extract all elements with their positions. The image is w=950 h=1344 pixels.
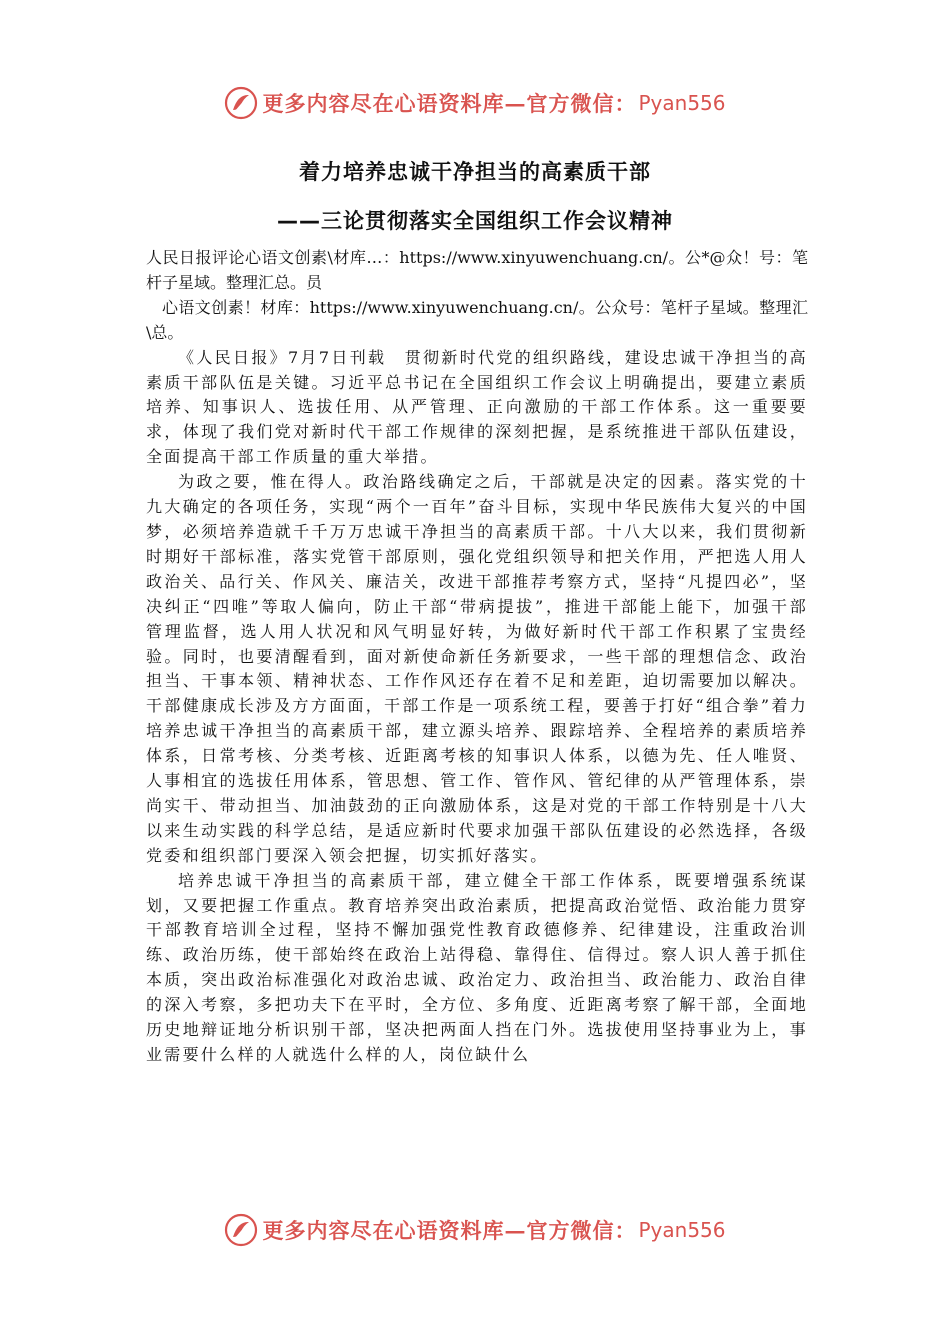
- page-title: 着力培养忠诚干净担当的高素质干部: [299, 160, 651, 184]
- logo-icon: [224, 1213, 258, 1247]
- logo-icon: [224, 86, 258, 120]
- banner-wechat-id: Pyan556: [638, 91, 726, 115]
- banner-wechat-id: Pyan556: [638, 1218, 726, 1242]
- page-subtitle: ——三论贯彻落实全国组织工作会议精神: [277, 209, 673, 233]
- paragraph-3: 培养忠诚干净担当的高素质干部，建立健全干部工作体系，既要增强系统谋划，又要把握工作重点。教育培养突出政治素质，把提高政治觉悟、政治能力贯穿干部教育培训全过程，坚持不懈加强党性教育政德修养、纪律建设，注重政治训练、政治历练，使干部始终在政治上站得稳、靠得住、信得过。察人识人善于抓住本质，突出政治标准强化对政治忠诚、政治定力、政治担当、政治能力、政治自律的深入考察，多把功夫下在平时，全方位、多角度、近距离考察了解干部，全面地历史地辩证地分析识别干部，坚决把两面人挡在门外。选拔使用坚持事业为上，事业需要什么样的人就选什么样的人，岗位缺什么: [146, 870, 808, 1064]
- banner-text: 更多内容尽在心语资料库—官方微信：: [262, 1218, 637, 1243]
- header-banner: [0, 83, 950, 123]
- paragraph-2: 为政之要，惟在得人。政治路线确定之后，干部就是决定的因素。落实党的十九大确定的各项任务，实现“两个一百年”奋斗目标，实现中华民族伟大复兴的中国梦，必须培养造就千千万万忠诚干净担当的高素质干部。十八大以来，我们贯彻新时期好干部标准，落实党管干部原则，强化党组织领导和把关作用，严把选人用人政治关、品行关、作风关、廉洁关，改进干部推荐考察方式，坚持“凡提四必”，坚决纠正“四唯”等取人偏向，防止干部“带病提拔”，推进干部能上能下，加强干部管理监督，选人用人状况和风气明显好转，为做好新时代干部工作积累了宝贵经验。同时，也要清醒看到，面对新使命新任务新要求，一些干部的理想信念、政治担当、干事本领、精神状态、工作作风还存在着不足和差距，迫切需要加以解决。干部健康成长涉及方方面面，干部工作是一项系统工程，要善于打好“组合拳”着力培养忠诚干净担当的高素质干部，建立源头培养、跟踪培养、全程培养的素质培养体系，日常考核、分类考核、近距离考核的知事识人体系，以德为先、任人唯贤、人事相宜的选拔任用体系，管思想、管工作、管作风、管纪律的从严管理体系，崇尚实干、带动担当、加油鼓劲的正向激励体系，这是对党的干部工作特别是十八大以来生动实践的科学总结，是适应新时代要求加强干部队伍建设的必然选择，各级党委和组织部门要深入领会把握，切实抓好落实。: [146, 472, 808, 865]
- article-body: [146, 246, 808, 1068]
- source-line-2: 心语文创素！材库：https://www.xinyuwenchuang.cn/。公众号：笔杆子星域。整理汇\总。: [146, 297, 808, 342]
- footer-banner: [0, 1210, 950, 1250]
- source-line-1: 人民日报评论心语文创素\材库…：https://www.xinyuwenchuang.cn/。公*@众！号：笔杆子星域。整理汇总。员: [146, 248, 808, 292]
- banner-text: 更多内容尽在心语资料库—官方微信：: [262, 91, 637, 116]
- paragraph-1: 《人民日报》7月7日刊载 贯彻新时代党的组织路线，建设忠诚干净担当的高素质干部队伍是关键。习近平总书记在全国组织工作会议上明确提出，要建立素质培养、知事识人、选拔任用、从严管理、正向激励的干部工作体系。这一重要要求，体现了我们党对新时代干部工作规律的深刻把握，是系统推进干部队伍建设，全面提高干部工作质量的重大举措。: [146, 347, 808, 467]
